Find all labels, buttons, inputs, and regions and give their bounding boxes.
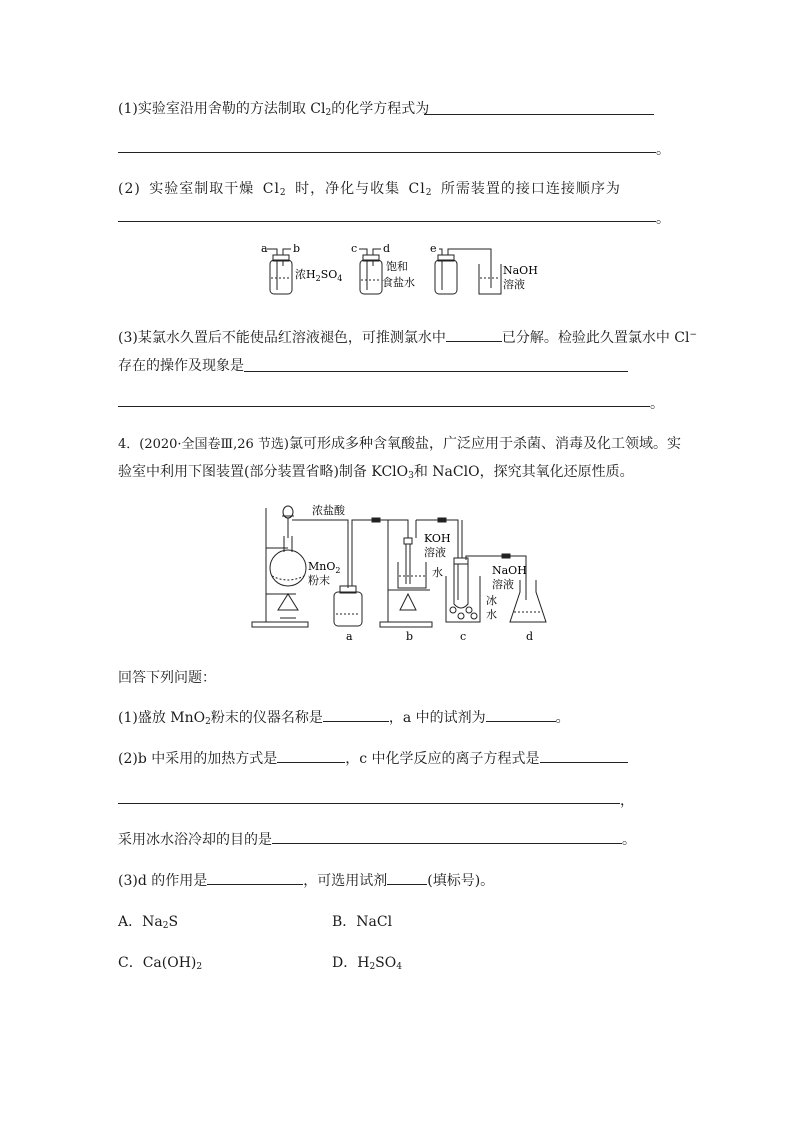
answer-blank[interactable] — [486, 709, 556, 722]
label-b: b — [406, 630, 414, 642]
label-naoh-1: NaOH — [503, 264, 538, 277]
label-hcl: 浓盐酸 — [312, 504, 345, 517]
period: 。 — [650, 396, 664, 412]
label-koh: KOH — [424, 532, 451, 545]
label-naoh-solution: 溶液 — [492, 578, 514, 591]
sub-question-1: (1)盛放 MnO$_2$粉末的仪器名称是 ，a 中的试剂为 。 — [118, 710, 570, 727]
label-c: c — [351, 244, 358, 255]
answer-blank[interactable] — [272, 831, 622, 844]
label-d: d — [383, 244, 391, 255]
label-h2so4: 浓$H_2SO_4$ — [295, 268, 343, 283]
label-water: 水 — [432, 566, 443, 579]
apparatus-figure-1 — [255, 244, 545, 300]
label-b: b — [293, 244, 301, 255]
question-3-line2: 存在的操作及现象是 — [118, 358, 244, 374]
label-ice: 冰 — [486, 594, 497, 607]
option-d[interactable]: D．$H_2SO_4$ — [332, 955, 402, 972]
answer-blank[interactable] — [118, 406, 650, 407]
comma: ， — [620, 793, 634, 809]
option-c[interactable]: C．$Ca(OH)_2$ — [118, 955, 203, 972]
sub-question-2-purpose: 采用冰水浴冷却的目的是 。 — [118, 832, 636, 848]
answer-blank[interactable] — [118, 803, 620, 804]
period: 。 — [656, 142, 670, 158]
answer-prompt: 回答下列问题： — [118, 670, 216, 686]
label-c: c — [460, 630, 467, 642]
label-nacl-1: 饱和 — [386, 260, 408, 273]
label-ice-water: 水 — [486, 608, 497, 621]
answer-blank[interactable] — [446, 329, 502, 342]
option-b[interactable]: B．NaCl — [332, 914, 393, 930]
label-koh-solution: 溶液 — [424, 546, 446, 559]
label-d: d — [526, 630, 534, 642]
sub-question-3: (3)d 的作用是 ，可选用试剂 (填标号)。 — [118, 873, 495, 889]
answer-blank[interactable] — [387, 872, 427, 885]
question-1-prompt: (1)实验室沿用舍勒的方法制取 $Cl_2$的化学方程式为 — [118, 101, 430, 118]
answer-blank[interactable] — [424, 114, 654, 115]
sub-question-2: (2)b 中采用的加热方式是 ，c 中化学反应的离子方程式是 — [118, 748, 628, 768]
question-3-prompt: (3)某氯水久置后不能使品红溶液褪色，可推测氯水中 已分解。检验此久置氯水中 Cl− — [118, 330, 698, 346]
bottles-diagram — [255, 244, 545, 300]
label-naoh-2: 溶液 — [503, 278, 525, 291]
answer-blank[interactable] — [118, 221, 656, 222]
answer-blank[interactable] — [244, 371, 628, 372]
apparatus-figure-2 — [248, 500, 558, 642]
answer-blank[interactable] — [323, 709, 389, 722]
answer-blank[interactable] — [118, 152, 656, 153]
label-a: a — [261, 244, 268, 255]
question-4-intro-line2: 验室中利用下图装置(部分装置省略)制备 KClO$_3$和 NaClO，探究其氧化还原性质。 — [118, 464, 634, 481]
answer-blank[interactable] — [277, 750, 345, 763]
label-naoh: NaOH — [492, 564, 527, 577]
question-2-prompt: (2) 实验室制取干燥 $Cl_2$ 时，净化与收集 $Cl_2$ 所需装置的接口连接顺序为 — [118, 181, 621, 198]
label-a: a — [346, 630, 353, 642]
option-a[interactable]: A．$Na_2S$ — [118, 914, 179, 931]
label-mno2: MnO$_2$ — [308, 560, 341, 575]
apparatus-diagram — [248, 500, 558, 642]
label-powder: 粉末 — [308, 574, 330, 587]
label-e: e — [430, 244, 437, 255]
label-nacl-2: 食盐水 — [382, 276, 415, 289]
question-4-intro: 4．(2020·全国卷Ⅲ,26 节选)氯可形成多种含氧酸盐，广泛应用于杀菌、消毒及化工领域。实 — [118, 436, 681, 452]
period: 。 — [656, 211, 670, 227]
answer-blank[interactable] — [207, 872, 303, 885]
answer-blank[interactable] — [540, 750, 628, 763]
